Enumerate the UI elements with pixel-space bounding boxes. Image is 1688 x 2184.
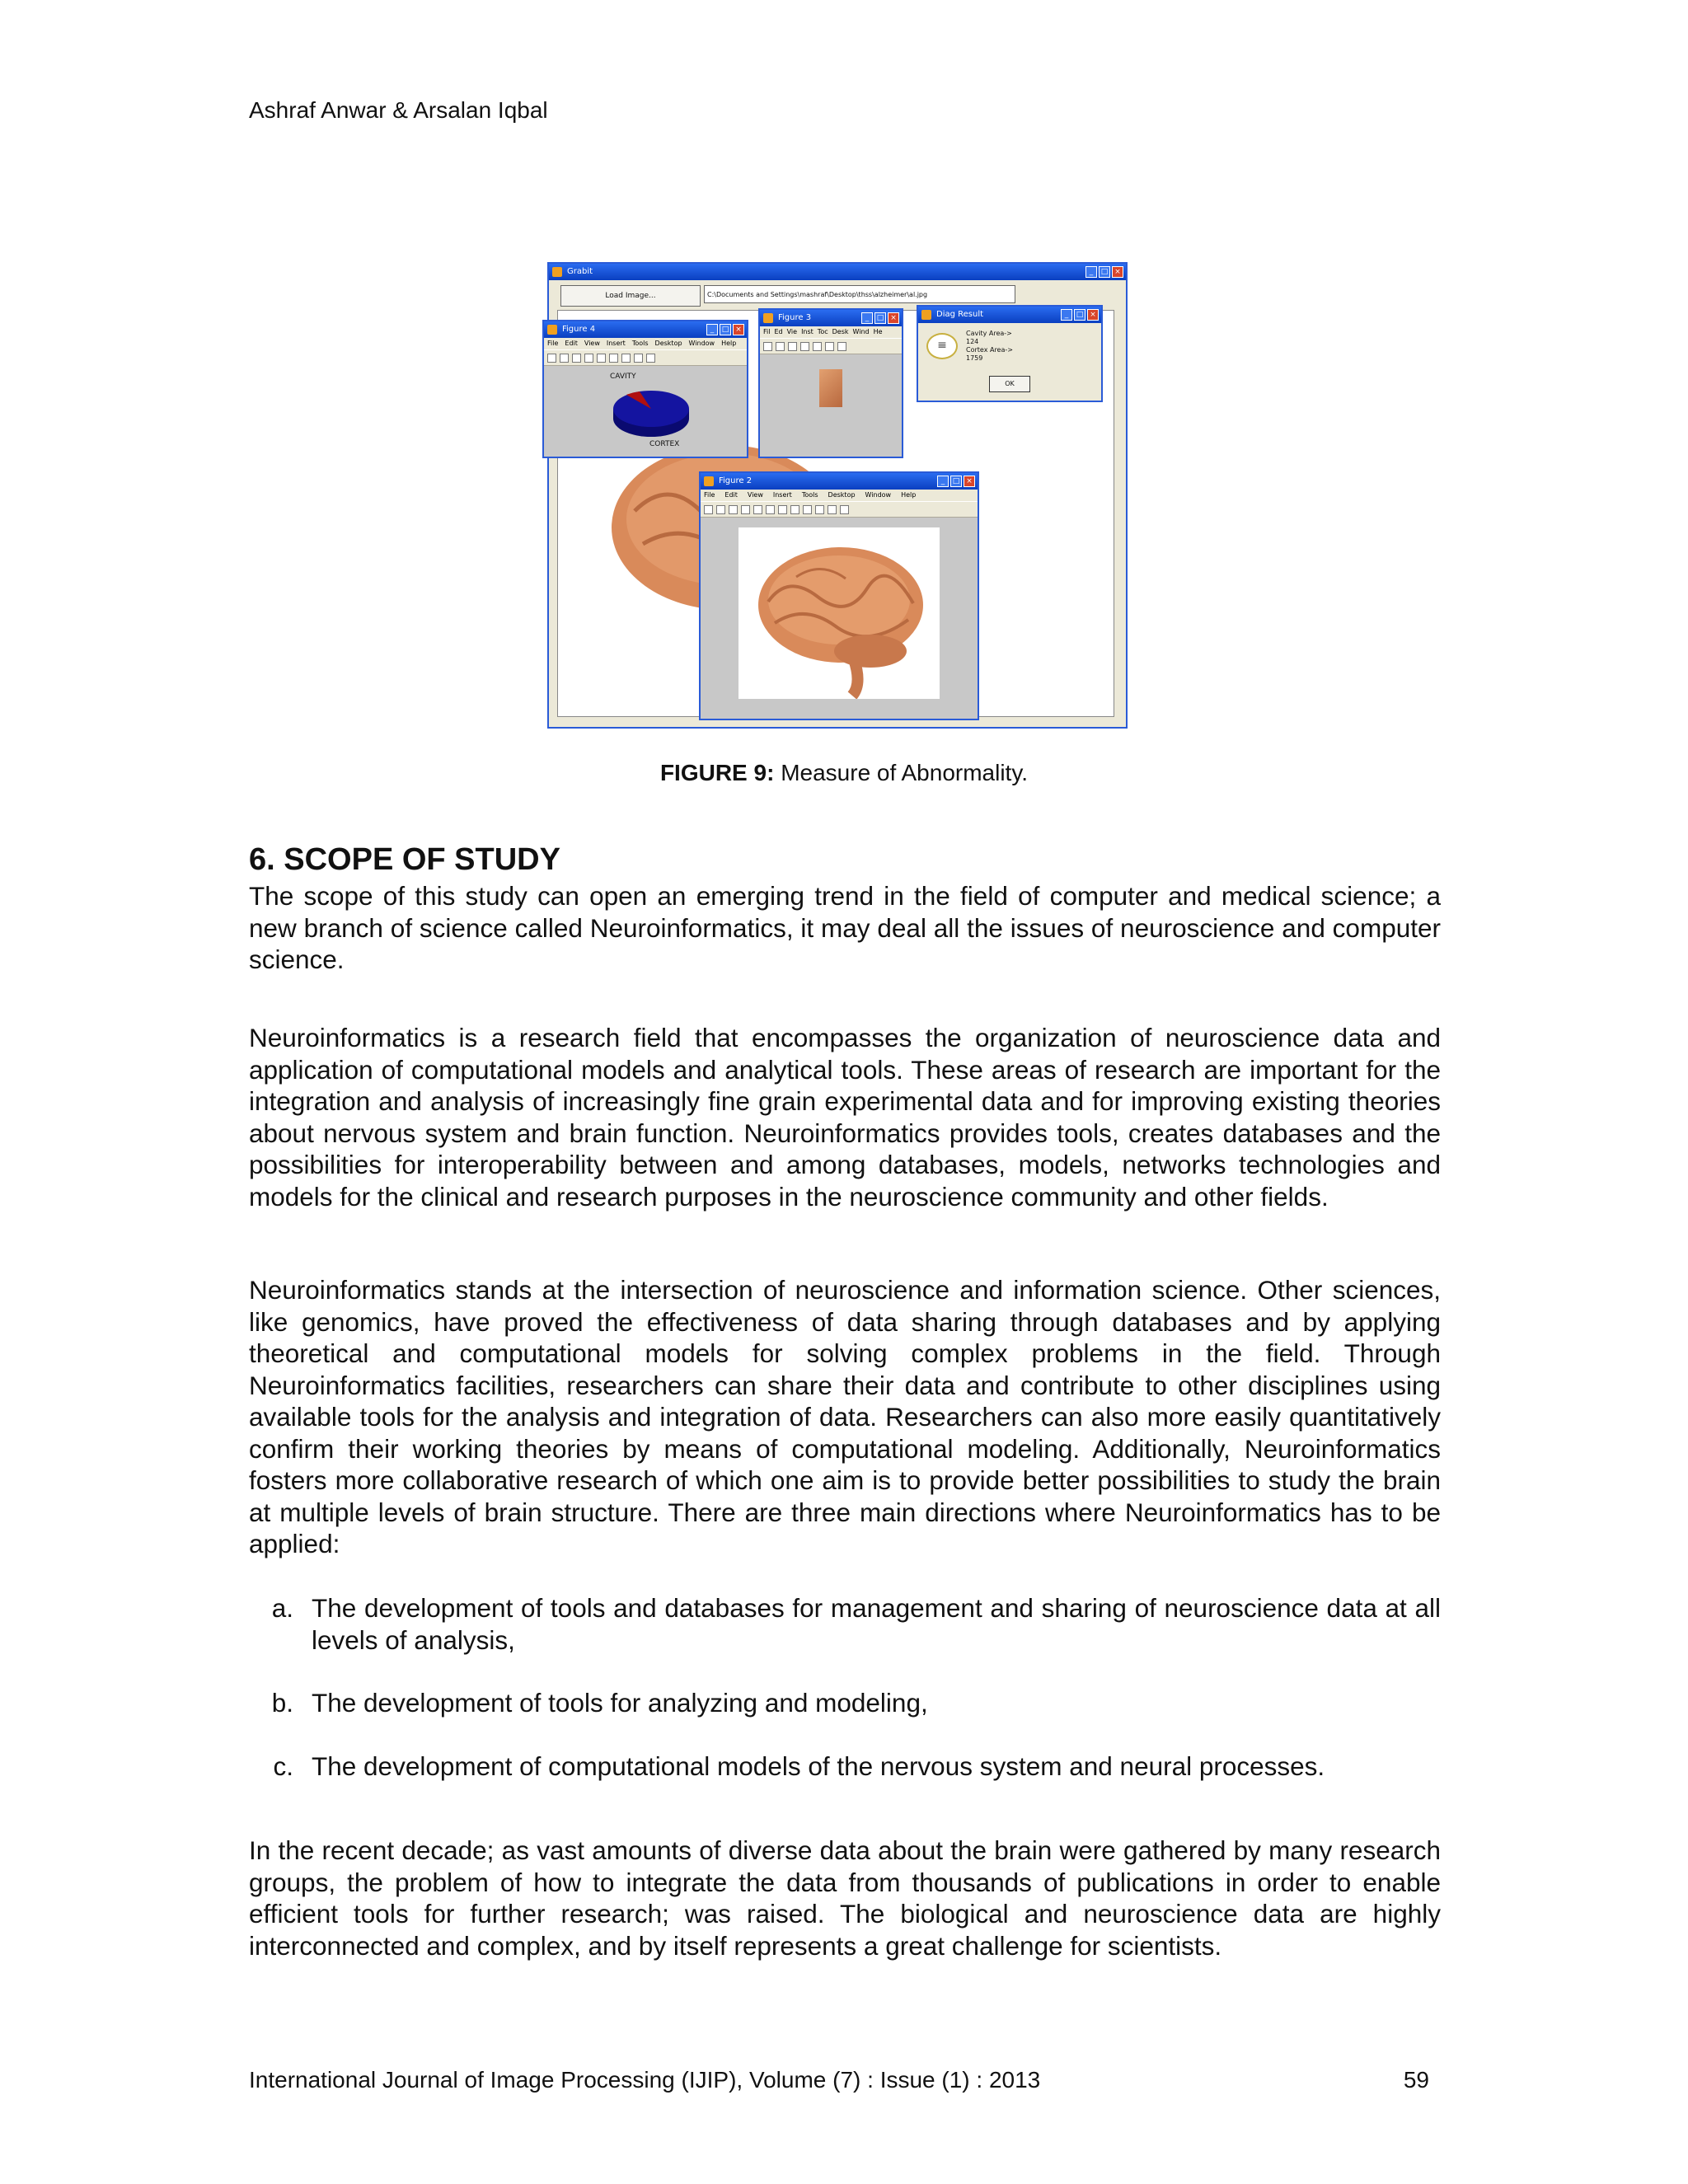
- paragraph-3: [249, 1274, 1441, 1560]
- figure-matlab-screenshot: [547, 262, 1128, 729]
- cavity-area-value: 124: [966, 338, 979, 345]
- maximize-icon[interactable]: □: [1074, 309, 1085, 321]
- figure3-title: Figure 3: [778, 313, 812, 322]
- paragraph-1: [249, 880, 1441, 976]
- menu-tools[interactable]: Tools: [631, 340, 649, 347]
- cavity-area-label: Cavity Area->: [966, 330, 1012, 337]
- open-file-icon[interactable]: [776, 342, 785, 351]
- figure4-menubar: [544, 338, 747, 349]
- zoom-out-icon[interactable]: [837, 342, 846, 351]
- page-number: 59: [1403, 2067, 1429, 2093]
- image-path-field[interactable]: [704, 285, 1015, 303]
- menu-file[interactable]: File: [547, 340, 559, 347]
- info-speech-icon: ≡: [926, 333, 958, 359]
- paragraph-text: The scope of this study can open an emerging trend in the field of computer and medical science; a new branch of science called Neuroinformatics, it may deal all the issues of neuroscience and computer science.: [249, 881, 1441, 974]
- zoom-out-icon[interactable]: [621, 354, 631, 363]
- print-icon[interactable]: [584, 354, 593, 363]
- menu-window[interactable]: Wind: [852, 328, 870, 335]
- pointer-icon[interactable]: [753, 505, 762, 514]
- close-icon[interactable]: ×: [888, 312, 899, 324]
- paragraph-text: In the recent decade; as vast amounts of diverse data about the brain were gathered by many research groups, the problem of how to integrate the data from thousands of publications in order to enable efficient tools for further research; was raised. The biological and neuroscience data are highly interconnected and complex, and by itself represents a great challenge for scientists.: [249, 1835, 1441, 1961]
- data-cursor-icon[interactable]: [815, 505, 824, 514]
- minimize-icon[interactable]: _: [937, 476, 949, 487]
- zoom-in-icon[interactable]: [766, 505, 775, 514]
- figure3-plot-area: [760, 354, 902, 457]
- cropped-brain-image: [819, 369, 842, 407]
- new-file-icon[interactable]: [704, 505, 713, 514]
- figure4-titlebar: [544, 321, 747, 338]
- cortex-area-label: Cortex Area->: [966, 346, 1013, 354]
- save-icon[interactable]: [788, 342, 797, 351]
- matlab-icon: [552, 267, 562, 277]
- menu-help[interactable]: Help: [721, 340, 737, 347]
- page-footer: [249, 2067, 1441, 2093]
- list-marker: b.: [271, 1688, 293, 1718]
- figure2-window: [699, 471, 979, 720]
- new-file-icon[interactable]: [547, 354, 556, 363]
- brain-image-frame: [738, 527, 940, 699]
- load-image-label: Load Image...: [605, 292, 656, 300]
- minimize-icon[interactable]: _: [706, 324, 718, 335]
- ok-button[interactable]: [989, 376, 1030, 392]
- menu-desktop[interactable]: Desk: [832, 328, 849, 335]
- figure4-window: [542, 320, 748, 458]
- figure4-toolbar: [544, 349, 747, 366]
- rotate-icon[interactable]: [646, 354, 655, 363]
- maximize-icon[interactable]: □: [950, 476, 962, 487]
- list-item-text: The development of tools and databases for management and sharing of neuroscience data at all levels of analysis,: [312, 1593, 1441, 1655]
- maximize-icon[interactable]: □: [874, 312, 886, 324]
- save-icon[interactable]: [729, 505, 738, 514]
- print-icon[interactable]: [800, 342, 809, 351]
- zoom-in-icon[interactable]: [609, 354, 618, 363]
- directions-list: [249, 1592, 1441, 1782]
- menu-window[interactable]: Window: [688, 340, 715, 347]
- close-icon[interactable]: ×: [964, 476, 975, 487]
- menu-view[interactable]: View: [584, 340, 600, 347]
- close-icon[interactable]: ×: [1112, 266, 1123, 278]
- rotate-icon[interactable]: [803, 505, 812, 514]
- new-file-icon[interactable]: [763, 342, 772, 351]
- pie-label-cortex: CORTEX: [649, 440, 680, 448]
- menu-help[interactable]: Help: [901, 491, 917, 499]
- figure2-plot-area: [701, 518, 978, 719]
- figure2-titlebar: [701, 473, 978, 490]
- paragraph-text: Neuroinformatics is a research field that encompasses the organization of neuroscience data and application of computational models and analytical tools. These areas of research are important for the integration and analysis of increasingly fine grain experimental data and for improving existing theories about nervous system and brain function. Neuroinformatics provides tools, creates databases and the possibilities for interoperability between and among databases, models, networks technologies and models for the clinical and research purposes in the neuroscience community and other fields.: [249, 1023, 1441, 1212]
- pan-icon[interactable]: [634, 354, 643, 363]
- matlab-icon: [763, 313, 773, 323]
- menu-edit[interactable]: Edit: [724, 491, 738, 499]
- list-marker: c.: [273, 1750, 293, 1781]
- figure-caption-text: Measure of Abnormality.: [774, 760, 1029, 785]
- pie-chart: [610, 384, 692, 442]
- list-item-text: The development of tools for analyzing and modeling,: [312, 1688, 928, 1718]
- menu-desktop[interactable]: Desktop: [828, 491, 856, 499]
- figure4-plot-area: [544, 366, 747, 457]
- menu-tools[interactable]: Tools: [801, 491, 818, 499]
- figure3-titlebar: [760, 310, 902, 326]
- menu-window[interactable]: Window: [865, 491, 892, 499]
- list-item: [249, 1687, 1441, 1719]
- load-image-button[interactable]: [560, 285, 701, 307]
- pan-icon[interactable]: [790, 505, 799, 514]
- brain-image: [738, 527, 940, 699]
- close-icon[interactable]: ×: [733, 324, 744, 335]
- paragraph-text: Neuroinformatics stands at the intersection of neuroscience and information science. Other sciences, like genomics, have proved the effectiveness of data sharing through databases and by applying theoretical and computational models for solving complex problems in the field. Through Neuroinformatics facilities, researchers can share their data and contribute to other disciplines using available tools for the analysis and integration of data. Researchers can also more easily quantitatively confirm their working theories by means of computational modeling. Additionally, Neuroinformatics fosters more collaborative research of which one aim is to provide better possibilities to study the brain at multiple levels of brain structure. There are three main directions where Neuroinformatics has to be applied:: [249, 1275, 1441, 1558]
- menu-edit[interactable]: Edit: [565, 340, 578, 347]
- figure2-menubar: [701, 490, 978, 501]
- figure3-menubar: [760, 326, 902, 338]
- maximize-icon[interactable]: □: [1099, 266, 1110, 278]
- menu-insert[interactable]: Inst: [801, 328, 814, 335]
- diag-titlebar: [918, 307, 1101, 323]
- colorbar-icon[interactable]: [828, 505, 837, 514]
- diag-result-dialog: [917, 305, 1103, 402]
- close-icon[interactable]: ×: [1087, 309, 1099, 321]
- journal-citation: International Journal of Image Processing (IJIP), Volume (7) : Issue (1) : 2013: [249, 2067, 1041, 2093]
- figure-caption: [0, 760, 1688, 786]
- menu-desktop[interactable]: Desktop: [654, 340, 682, 347]
- zoom-in-icon[interactable]: [825, 342, 834, 351]
- list-item: [249, 1592, 1441, 1656]
- minimize-icon[interactable]: _: [1085, 266, 1097, 278]
- pie-label-cavity: CAVITY: [610, 373, 636, 381]
- pointer-icon[interactable]: [813, 342, 822, 351]
- cortex-area-value: 1759: [966, 354, 983, 362]
- figure-caption-label: FIGURE 9:: [659, 760, 775, 785]
- maximize-icon[interactable]: □: [720, 324, 731, 335]
- figure3-window: [758, 308, 903, 458]
- closing-paragraph: [249, 1835, 1441, 1961]
- open-file-icon[interactable]: [716, 505, 725, 514]
- minimize-icon[interactable]: _: [1061, 309, 1072, 321]
- print-icon[interactable]: [741, 505, 750, 514]
- figure2-title: Figure 2: [719, 476, 753, 485]
- open-file-icon[interactable]: [560, 354, 569, 363]
- list-marker: a.: [271, 1593, 293, 1623]
- figure2-toolbar: [701, 501, 978, 518]
- diag-title: Diag Result: [936, 310, 984, 319]
- diag-message: [966, 330, 1013, 363]
- menu-view[interactable]: Vie: [786, 328, 798, 335]
- menu-file[interactable]: Fil: [763, 328, 771, 335]
- image-path-text: C:\Documents and Settings\mashraf\Desktop\thss\alzheimer\al.jpg: [707, 291, 928, 298]
- menu-tools[interactable]: Toc: [817, 328, 828, 335]
- figure4-title: Figure 4: [562, 325, 596, 334]
- menu-edit[interactable]: Ed: [774, 328, 783, 335]
- figure3-toolbar: [760, 338, 902, 354]
- menu-view[interactable]: View: [747, 491, 763, 499]
- matlab-icon: [921, 310, 931, 320]
- menu-insert[interactable]: Insert: [606, 340, 626, 347]
- running-head: Ashraf Anwar & Arsalan Iqbal: [249, 97, 548, 123]
- grabit-title: Grabit: [567, 267, 593, 276]
- paragraph-2: [249, 1022, 1441, 1212]
- grabit-titlebar: [549, 264, 1126, 280]
- pointer-icon[interactable]: [597, 354, 606, 363]
- ok-label: OK: [1005, 380, 1015, 387]
- menu-file[interactable]: File: [704, 491, 715, 499]
- list-item: [249, 1750, 1441, 1783]
- legend-icon[interactable]: [840, 505, 849, 514]
- list-item-text: The development of computational models of the nervous system and neural processes.: [312, 1750, 1325, 1781]
- matlab-icon: [547, 325, 557, 335]
- save-icon[interactable]: [572, 354, 581, 363]
- zoom-out-icon[interactable]: [778, 505, 787, 514]
- menu-help[interactable]: He: [873, 328, 883, 335]
- menu-insert[interactable]: Insert: [772, 491, 792, 499]
- minimize-icon[interactable]: _: [861, 312, 873, 324]
- matlab-icon: [704, 476, 714, 486]
- section-title: 6. SCOPE OF STUDY: [249, 842, 560, 877]
